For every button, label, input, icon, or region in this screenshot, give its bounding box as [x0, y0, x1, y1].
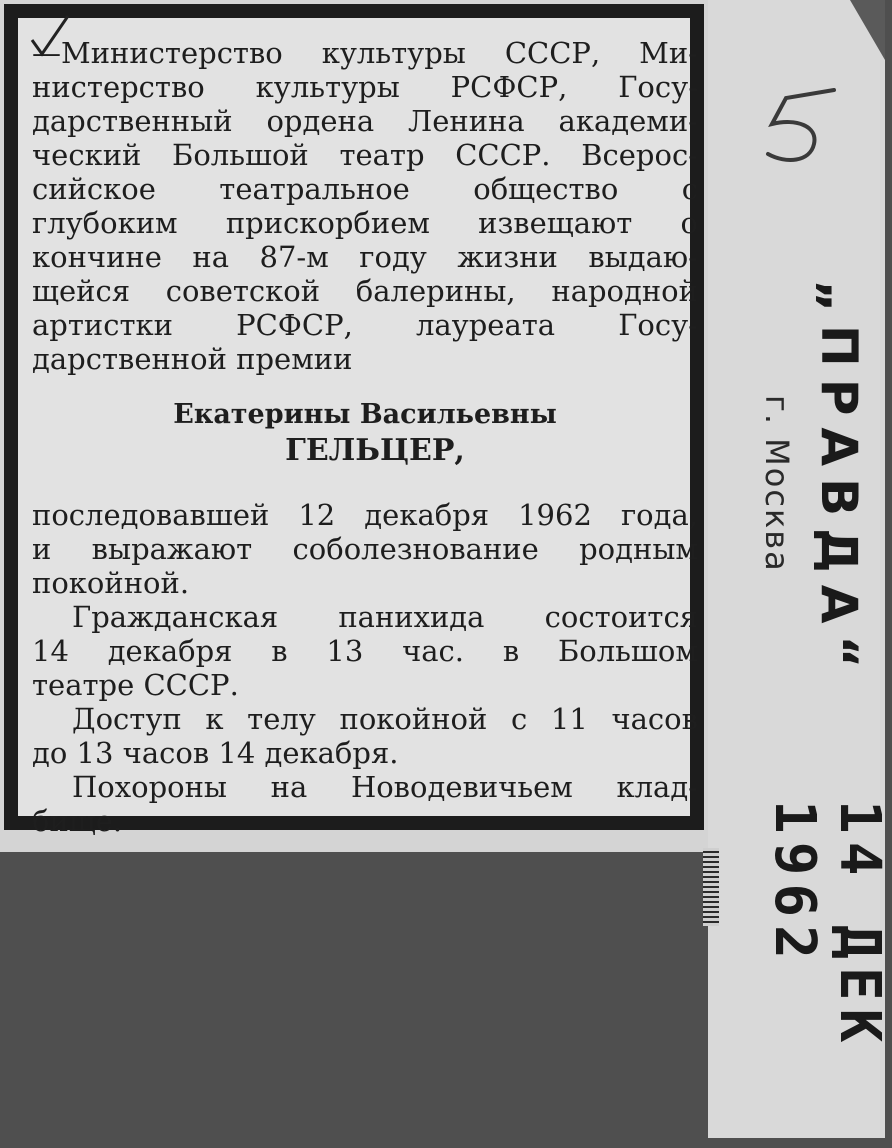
word: покойной: [339, 702, 488, 736]
word: 13: [326, 634, 364, 668]
word: соболезнование: [292, 532, 539, 566]
word: РСФСР,: [236, 308, 353, 342]
text-line: [32, 770, 698, 804]
text-line: [32, 104, 698, 138]
word: ческий: [32, 138, 142, 172]
obituary-text: [32, 36, 698, 838]
word: —Министерство: [32, 36, 283, 70]
text-line: до 13 часов 14 декабря.: [32, 736, 399, 770]
word: нистерство: [32, 70, 205, 104]
text-line: [32, 308, 698, 342]
newspaper-name: „ПРАВДА“: [810, 280, 868, 681]
word: 11: [550, 702, 588, 736]
word: телу: [247, 702, 316, 736]
word: культуры: [321, 36, 466, 70]
word: с: [681, 172, 698, 206]
date-stamp: 14 ДЕК 1962: [762, 800, 892, 1051]
text-line: [32, 138, 698, 172]
text-line: театре СССР.: [32, 668, 239, 702]
word: году: [359, 240, 427, 274]
word: общество: [473, 172, 619, 206]
word: на: [192, 240, 230, 274]
text-line: дарственной премии: [32, 342, 353, 376]
text-line: [32, 172, 698, 206]
word: театральное: [219, 172, 410, 206]
word: 1962: [518, 498, 592, 532]
text-line: покойной.: [32, 566, 190, 600]
word: с: [511, 702, 528, 736]
deceased-name: Екатерины Васильевны: [173, 399, 557, 430]
word: СССР.: [455, 138, 551, 172]
word: родным: [579, 532, 698, 566]
word: культуры: [255, 70, 400, 104]
word: советской: [165, 274, 321, 308]
text-line: [32, 206, 698, 240]
word: в: [502, 634, 520, 668]
word: последовавшей: [32, 498, 270, 532]
text-line: бище.: [32, 804, 123, 838]
word: глубоким: [32, 206, 178, 240]
text-line: [32, 634, 698, 668]
text-line: [32, 240, 698, 274]
word: декабря: [364, 498, 490, 532]
word: Гражданская: [72, 600, 279, 634]
word: клад-: [616, 770, 698, 804]
word: Госу-: [618, 70, 698, 104]
word: Похороны: [72, 770, 227, 804]
text-line: [32, 702, 698, 736]
word: академи-: [558, 104, 698, 138]
word: щейся: [32, 274, 130, 308]
text-line: [32, 600, 698, 634]
text-line: [32, 498, 698, 532]
word: Доступ: [72, 702, 182, 736]
word: Большой: [172, 138, 309, 172]
newspaper-city: г. Москва: [758, 395, 796, 573]
word: Большом: [557, 634, 698, 668]
word: Ми-: [639, 36, 698, 70]
text-line: [32, 274, 698, 308]
word: извещают: [478, 206, 633, 240]
word: сийское: [32, 172, 156, 206]
perforation-edge: [703, 848, 719, 926]
word: в: [271, 634, 288, 668]
word: и: [32, 532, 52, 566]
word: часов: [611, 702, 698, 736]
text-line: [32, 36, 698, 70]
word: состоится: [544, 600, 698, 634]
text-line: [32, 532, 698, 566]
word: Ленина: [408, 104, 525, 138]
word: ордена: [266, 104, 375, 138]
word: кончине: [32, 240, 162, 274]
word: час.: [402, 634, 465, 668]
word: РСФСР,: [450, 70, 568, 104]
word: артистки: [32, 308, 173, 342]
word: декабря: [107, 634, 233, 668]
word: жизни: [457, 240, 558, 274]
word: Всерос-: [581, 138, 698, 172]
word: выдаю-: [588, 240, 698, 274]
word: дарственный: [32, 104, 233, 138]
word: народной: [551, 274, 698, 308]
word: прискорбием: [225, 206, 430, 240]
pencil-number-5: [756, 80, 846, 170]
word: 87-м: [259, 240, 329, 274]
word: года,: [620, 498, 698, 532]
word: 14: [32, 634, 69, 668]
word: Госу-: [618, 308, 698, 342]
word: балерины,: [355, 274, 516, 308]
word: панихида: [338, 600, 485, 634]
deceased-surname: ГЕЛЬЦЕР,: [285, 433, 465, 468]
text-line: [32, 70, 698, 104]
word: театр: [339, 138, 425, 172]
word: к: [205, 702, 224, 736]
word: лауреата: [415, 308, 556, 342]
word: выражают: [91, 532, 253, 566]
word: о: [680, 206, 698, 240]
word: СССР,: [504, 36, 601, 70]
word: 12: [298, 498, 336, 532]
word: на: [270, 770, 308, 804]
word: Новодевичьем: [350, 770, 573, 804]
